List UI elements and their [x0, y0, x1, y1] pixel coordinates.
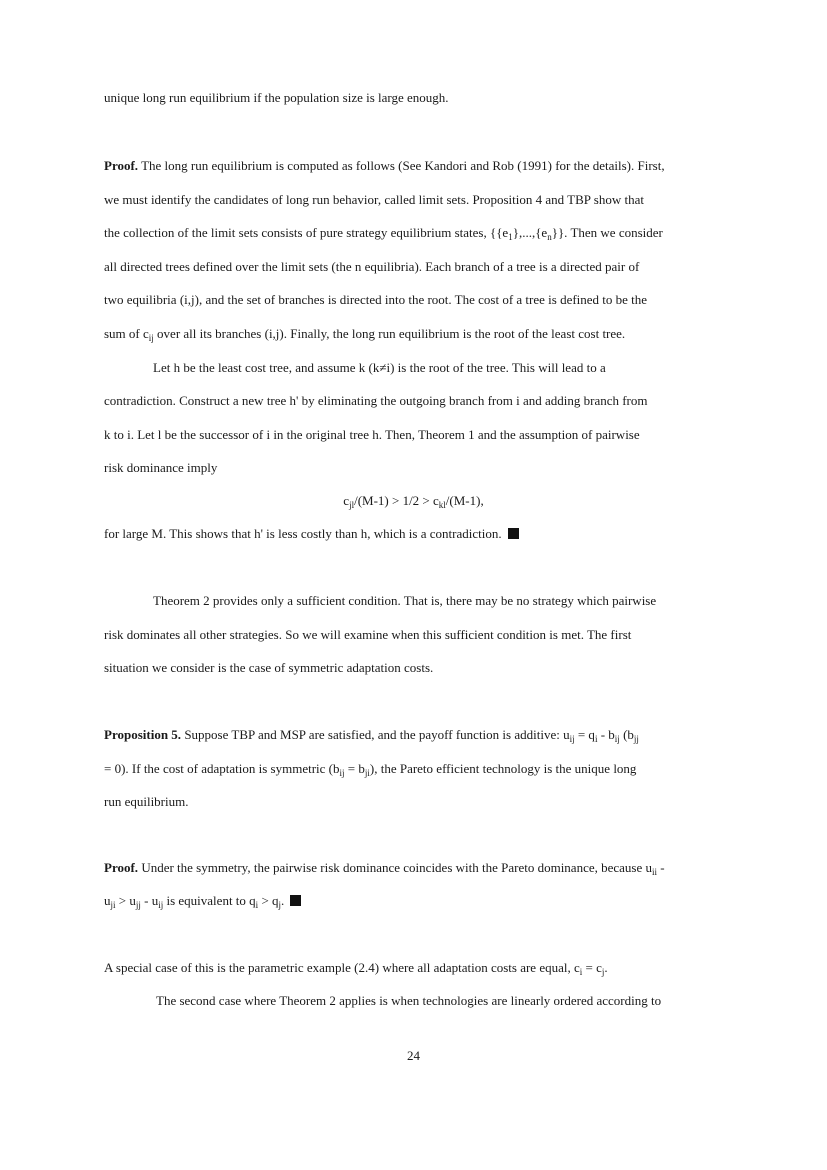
proposition-label: Proposition 5.	[104, 727, 182, 742]
text-span: is equivalent to q	[163, 893, 256, 908]
subscript: jj	[633, 734, 639, 744]
text-line: risk dominance imply	[104, 460, 218, 475]
subscript: n	[547, 232, 552, 242]
text-span: > q	[258, 893, 279, 908]
text-line	[104, 893, 301, 909]
text-span: over all its branches (i,j). Finally, the long run equilibrium is the root of the least cost tree.	[153, 326, 626, 341]
subscript: i	[594, 734, 598, 744]
subscript: ij	[569, 734, 575, 744]
proposition-line	[104, 727, 639, 743]
subscript: kl	[438, 500, 446, 510]
subscript: i	[579, 967, 583, 977]
subscript: jj	[135, 900, 141, 910]
subscript: ii	[652, 867, 658, 877]
subscript: ji	[110, 900, 116, 910]
text-span: A special case of this is the parametric example (2.4) where all adaptation costs are equal, c	[104, 960, 580, 975]
text-span: .	[281, 893, 285, 908]
text-line: unique long run equilibrium if the population size is large enough.	[104, 90, 449, 105]
text-line: risk dominates all other strategies. So we will examine when this sufficient condition is met. The first	[104, 627, 632, 642]
subscript: jl	[349, 500, 355, 510]
text-span: u	[104, 893, 111, 908]
subscript: ij	[158, 900, 164, 910]
text-line: we must identify the candidates of long run behavior, called limit sets. Proposition 4 and TBP show that	[104, 192, 644, 207]
text-span: sum of c	[104, 326, 149, 341]
text-span: = b	[344, 761, 365, 776]
text-span: },...,{e	[512, 225, 548, 240]
qed-square-icon	[508, 528, 519, 539]
text-line: two equilibria (i,j), and the set of branches is directed into the root. The cost of a tree is defined to be the	[104, 292, 648, 307]
text-span: ), the Pareto efficient technology is the unique long	[369, 761, 637, 776]
text-span: /(M-1),	[445, 493, 484, 508]
proof-paragraph-line	[104, 158, 665, 174]
text-line	[104, 526, 519, 542]
subscript: i	[255, 900, 259, 910]
text-line	[104, 225, 663, 241]
proof-line	[104, 860, 665, 876]
text-span: (b	[619, 727, 634, 742]
subscript: j	[601, 967, 605, 977]
text-span: Suppose TBP and MSP are satisfied, and the payoff function is additive: u	[181, 727, 570, 742]
text-span: = c	[582, 960, 602, 975]
text-span: > u	[115, 893, 136, 908]
qed-square-icon	[290, 895, 301, 906]
text-line: The second case where Theorem 2 applies is when technologies are linearly ordered according to	[156, 993, 662, 1008]
text-span: Under the symmetry, the pairwise risk dominance coincides with the Pareto dominance, because u	[138, 860, 653, 875]
subscript: ji	[364, 768, 370, 778]
subscript: ij	[148, 333, 154, 343]
proof-label: Proof.	[104, 158, 139, 173]
text-span: - b	[597, 727, 615, 742]
text-span: the collection of the limit sets consists of pure strategy equilibrium states, {{e	[104, 225, 509, 240]
subscript: j	[278, 900, 282, 910]
subscript: 1	[508, 232, 513, 242]
equation	[0, 493, 827, 509]
text-span: - u	[140, 893, 159, 908]
text-line	[104, 960, 608, 976]
subscript: ij	[614, 734, 620, 744]
proof-label: Proof.	[104, 860, 139, 875]
text-span: -	[657, 860, 665, 875]
text-span: /(M-1) > 1/2 > c	[354, 493, 439, 508]
text-line: contradiction. Construct a new tree h' by eliminating the outgoing branch from i and adding branch from	[104, 393, 648, 408]
text-line	[104, 326, 625, 342]
text-line: run equilibrium.	[104, 794, 189, 809]
text-line: k to i. Let l be the successor of i in the original tree h. Then, Theorem 1 and the assumption of pairwise	[104, 427, 640, 442]
text-line: Theorem 2 provides only a sufficient condition. That is, there may be no strategy which pairwise	[153, 593, 657, 608]
text-span: }}. Then we consider	[551, 225, 663, 240]
text-span: .	[604, 960, 608, 975]
subscript: ij	[339, 768, 345, 778]
text-span: The long run equilibrium is computed as follows (See Kandori and Rob (1991) for the details). First,	[141, 158, 665, 173]
text-line: Let h be the least cost tree, and assume k (k≠i) is the root of the tree. This will lead to a	[153, 360, 606, 375]
text-line	[104, 761, 636, 777]
text-line: situation we consider is the case of symmetric adaptation costs.	[104, 660, 434, 675]
text-span: c	[343, 493, 350, 508]
text-span: = 0). If the cost of adaptation is symmetric (b	[104, 761, 340, 776]
text-span: = q	[574, 727, 595, 742]
text-span: for large M. This shows that h' is less costly than h, which is a contradiction.	[104, 526, 502, 541]
page-number: 24	[407, 1048, 420, 1063]
text-line: all directed trees defined over the limit sets (the n equilibria). Each branch of a tree is a directed pair of	[104, 259, 640, 274]
